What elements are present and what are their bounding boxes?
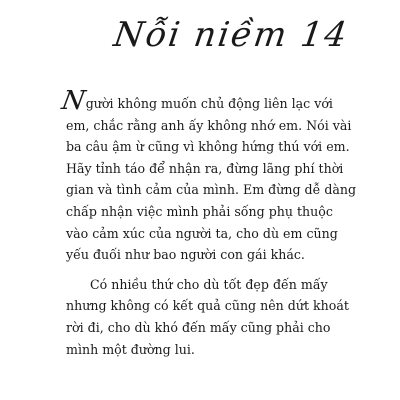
chapter-title: Nỗi niềm 14: [110, 15, 351, 55]
body-text: [59, 86, 358, 360]
paragraph-2: Có nhiều thứ cho dù tốt đẹp đến mấy nhưng không có kết quả cũng nên dứt khoát rời đi, cho dù khó đến mấy cũng phải cho mình một đường lui.: [66, 276, 349, 357]
paragraph-1: N gười không muốn chủ động liên lạc với em, chắc rằng anh ấy không nhớ em. Nói vài ba câu ậm ừ cũng vì không hứng thú với em. Hãy tỉnh táo để nhận ra, đừng lãng phí thời gian và tình cảm của mình. Em đừng dễ dàng chấp nhận việc mình phải sống phụ thuộc vào cảm xúc của người ta, cho dù em cũng yếu đuối như bao người con gái khác.: [59, 86, 357, 263]
paragraph-1-text: gười không muốn chủ động liên lạc với em, chắc rằng anh ấy không nhớ em. Nói vài ba câu ậm ừ cũng vì không hứng thú với em. Hãy tỉnh táo để nhận ra, đừng lãng phí thời gian và tình cảm của mình. Em đừng dễ dàng chấp nhận việc mình phải sống phụ thuộc vào cảm xúc của người ta, cho dù em cũng yếu đuối như bao người con gái khác.: [66, 96, 357, 263]
